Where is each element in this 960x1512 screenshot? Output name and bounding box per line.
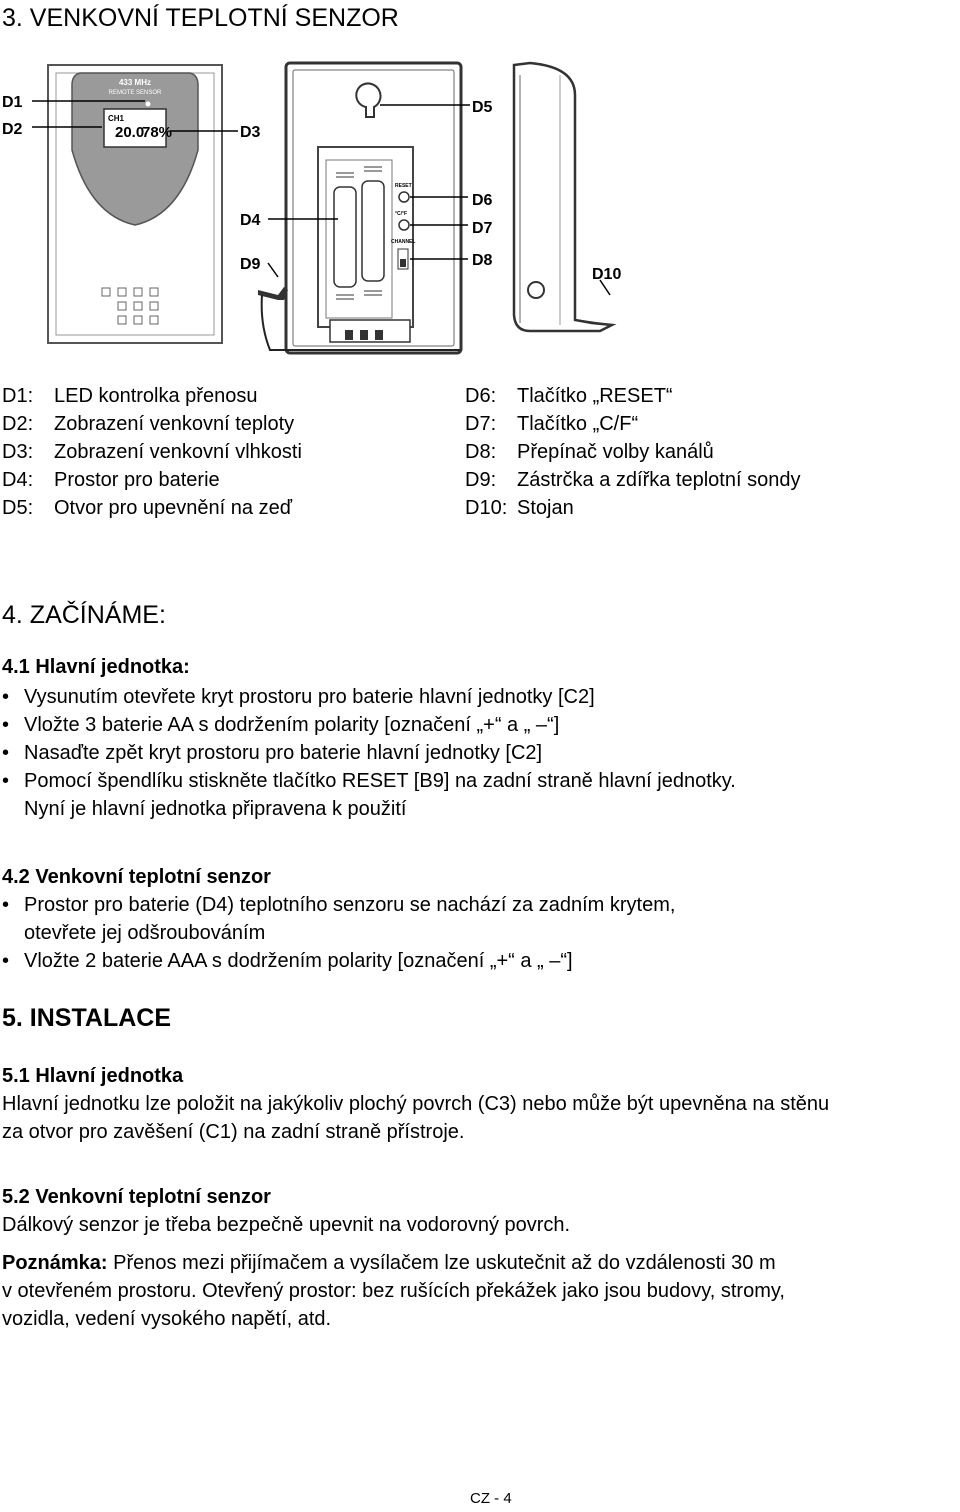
section-heading-4: 4. ZAČÍNÁME:	[2, 601, 166, 629]
subsection-title-5-1: 5.1 Hlavní jednotka	[2, 1065, 184, 1087]
list-4-1	[2, 683, 952, 823]
note-line1: Poznámka: Přenos mezi přijímačem a vysílačem lze uskutečnit až do vzdálenosti 30 m	[2, 1252, 776, 1274]
legend-item: D3: Zobrazení venkovní vlhkosti	[2, 441, 302, 463]
cf-button	[399, 220, 409, 230]
device-temp-reading: 20.0	[115, 124, 145, 141]
page-number: CZ - 4	[470, 1490, 512, 1507]
label-d4: D4	[240, 212, 261, 229]
led-indicator	[146, 102, 151, 107]
legend-item: D4: Prostor pro baterie	[2, 469, 220, 491]
legend-item: D2: Zobrazení venkovní teploty	[2, 413, 295, 435]
legend-item: D6: Tlačítko „RESET“	[465, 385, 673, 407]
list-item: • Pomocí špendlíku stiskněte tlačítko RESET [B9] na zadní straně hlavní jednotky.	[2, 770, 736, 792]
legend-item: D1: LED kontrolka přenosu	[2, 385, 258, 407]
legend-item: D5: Otvor pro upevnění na zeď	[2, 497, 292, 519]
paragraph-5-2: Dálkový senzor je třeba bezpečně upevnit na vodorovný povrch.	[2, 1214, 571, 1236]
paragraph-5-1-line2: za otvor pro zavěšení (C1) na zadní straně přístroje.	[2, 1121, 465, 1143]
sensor-front-view	[48, 65, 222, 343]
label-d9: D9	[240, 256, 261, 273]
section-heading-3: 3. VENKOVNÍ TEPLOTNÍ SENZOR	[2, 4, 399, 32]
note-line2: v otevřeném prostoru. Otevřený prostor: bez rušících překážek jako jsou budovy, stromy,	[2, 1280, 785, 1302]
reset-button	[399, 192, 409, 202]
device-remote-label: REMOTE SENSOR	[108, 90, 162, 96]
channel-switch-label: CHANNEL	[391, 239, 416, 245]
label-d7: D7	[472, 220, 493, 237]
label-d3: D3	[240, 124, 261, 141]
legend-right	[465, 382, 800, 522]
list-4-2	[2, 891, 952, 975]
legend-item: D8: Přepínač volby kanálů	[465, 441, 714, 463]
device-ch-label: CH1	[108, 114, 125, 123]
label-d5: D5	[472, 99, 493, 116]
subsection-title-4-2: 4.2 Venkovní teplotní senzor	[2, 866, 271, 888]
list-item-continuation: otevřete jej odšroubováním	[24, 922, 266, 944]
list-item: • Vložte 3 baterie AA s dodržením polarity [označení „+“ a „ –“]	[2, 714, 560, 736]
label-d6: D6	[472, 192, 493, 209]
subsection-title-5-2: 5.2 Venkovní teplotní senzor	[2, 1186, 271, 1208]
list-item: • Nasaďte zpět kryt prostoru pro baterie hlavní jednotky [C2]	[2, 742, 543, 764]
paragraph-5-1-line1: Hlavní jednotku lze položit na jakýkoliv plochý povrch (C3) nebo může být upevněna na stěnu	[2, 1093, 830, 1115]
note-line3: vozidla, vedení vysokého napětí, atd.	[2, 1308, 332, 1330]
label-d10: D10	[592, 266, 622, 283]
sensor-side-view	[514, 63, 612, 331]
device-hum-reading: 78%	[142, 124, 173, 141]
legend-item: D7: Tlačítko „C/F“	[465, 413, 639, 435]
list-item-continuation: Nyní je hlavní jednotka připravena k použití	[24, 798, 407, 820]
subsection-title-4-1: 4.1 Hlavní jednotka:	[2, 656, 190, 678]
cf-button-label: °C/°F	[395, 211, 408, 217]
label-d8: D8	[472, 252, 493, 269]
label-d2: D2	[2, 121, 23, 138]
legend-left	[2, 382, 302, 522]
device-freq-label: 433 MHz	[118, 78, 152, 87]
section-heading-5: 5. INSTALACE	[2, 1004, 171, 1032]
label-d1: D1	[2, 94, 23, 111]
legend-item: D10: Stojan	[465, 497, 574, 519]
list-item: • Prostor pro baterie (D4) teplotního senzoru se nachází za zadním krytem,	[2, 894, 676, 916]
sensor-diagram	[0, 55, 960, 360]
sensor-back-view	[258, 63, 461, 353]
list-item: • Vložte 2 baterie AAA s dodržením polarity [označení „+“ a „ –“]	[2, 950, 573, 972]
legend-item: D9: Zástrčka a zdířka teplotní sondy	[465, 469, 801, 491]
reset-button-label: RESET	[395, 183, 412, 189]
list-item: • Vysunutím otevřete kryt prostoru pro baterie hlavní jednotky [C2]	[2, 686, 595, 708]
